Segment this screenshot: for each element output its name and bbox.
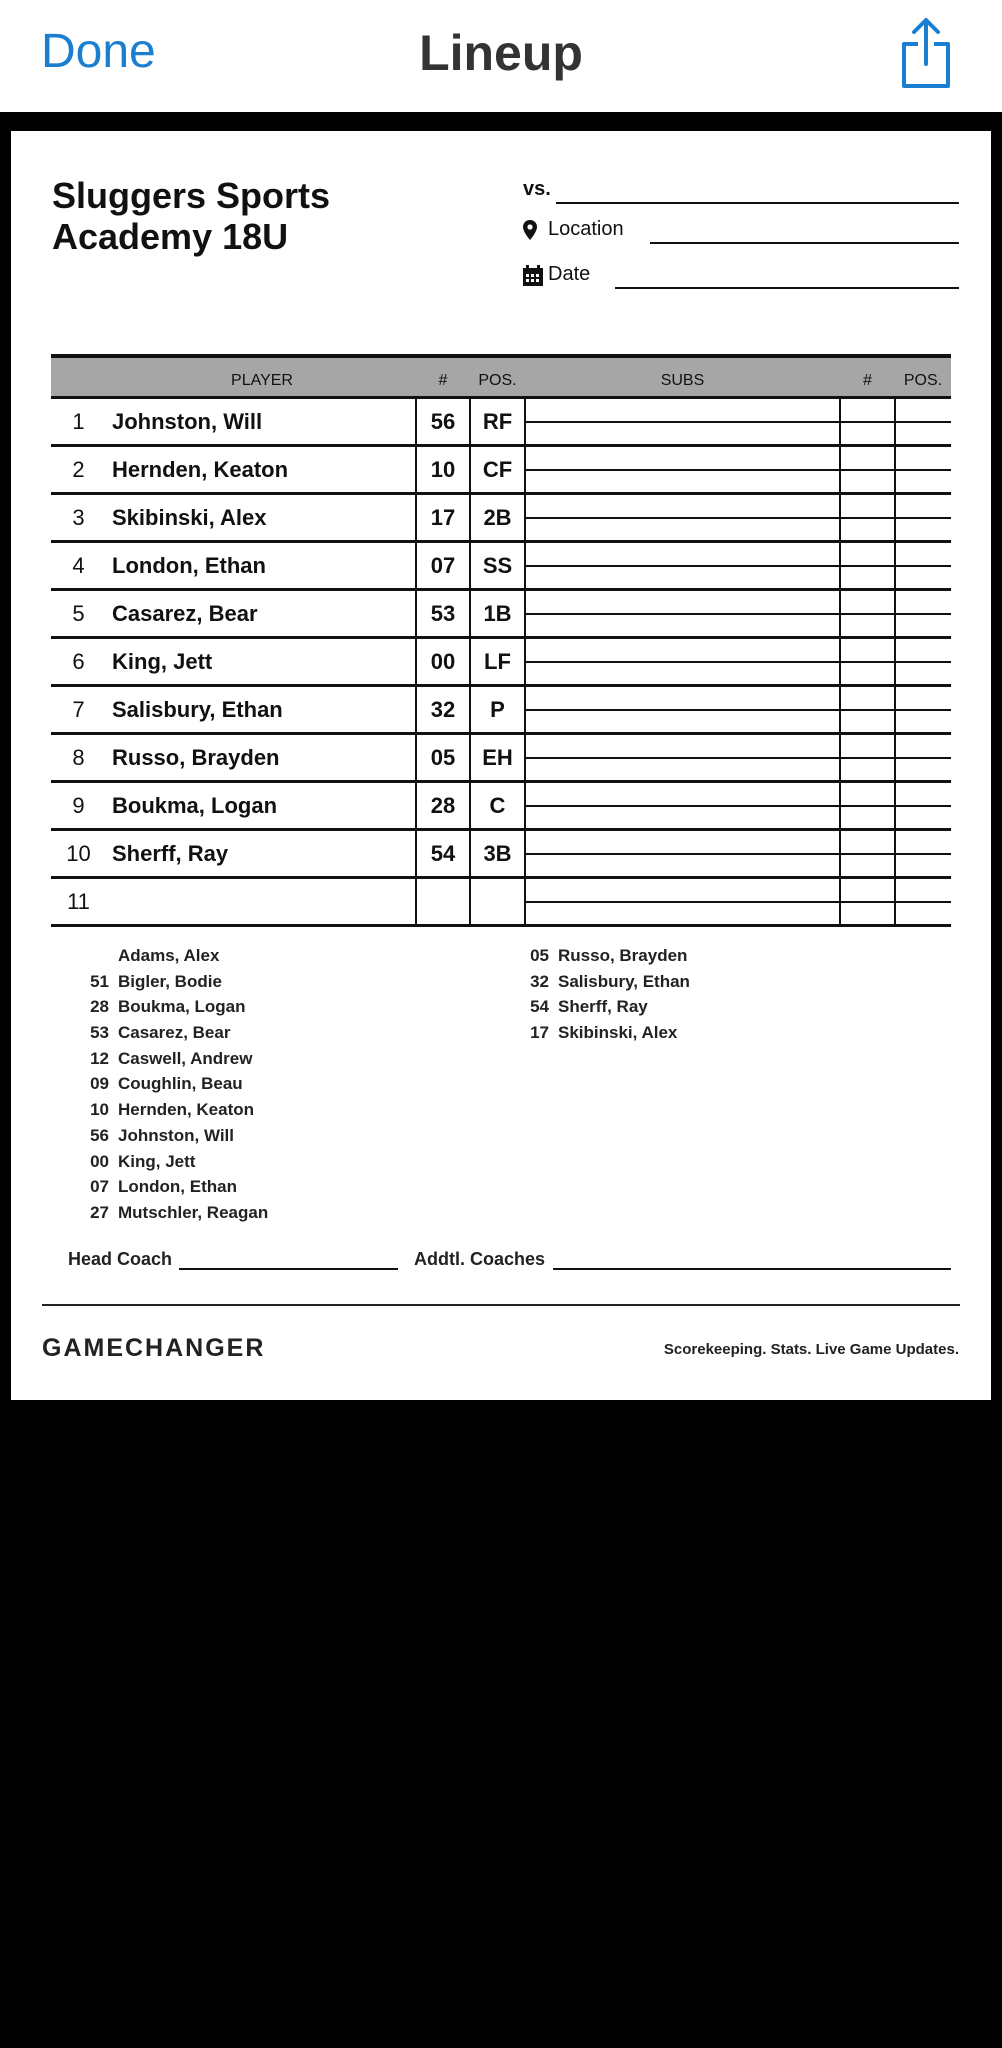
player-number: 05 [430, 745, 456, 770]
sub-line [525, 901, 951, 903]
date-line [615, 287, 959, 289]
done-button[interactable]: Done [41, 25, 156, 78]
date-field [523, 263, 959, 293]
tagline: Scorekeeping. Stats. Live Game Updates. [663, 1341, 959, 1358]
player-name: Boukma, Logan [112, 793, 278, 818]
roster-item [74, 1174, 268, 1200]
col-divider [415, 831, 417, 876]
vs-line [556, 202, 959, 204]
col-divider [469, 687, 471, 732]
vs-field [523, 178, 959, 208]
roster-name: Boukma, Logan [118, 997, 246, 1017]
col-divider [415, 687, 417, 732]
table-row [51, 831, 951, 879]
col-divider [469, 879, 471, 924]
col-num: # [438, 372, 448, 389]
batting-order: 1 [72, 409, 85, 434]
roster-name: Coughlin, Beau [118, 1074, 243, 1094]
table-row [51, 399, 951, 447]
nav-bar [0, 0, 1002, 112]
player-number [416, 879, 470, 924]
addtl-coaches-line [553, 1268, 951, 1270]
batting-order: 7 [72, 697, 85, 722]
roster-name: Adams, Alex [118, 946, 220, 965]
player-name: Salisbury, Ethan [112, 697, 283, 722]
col-divider [469, 495, 471, 540]
sub-line [525, 757, 951, 759]
roster-number: 07 [90, 1177, 109, 1197]
roster-name: Casarez, Bear [118, 1023, 231, 1043]
col-divider [469, 543, 471, 588]
col-divider [415, 639, 417, 684]
roster-item [74, 1200, 268, 1226]
location-label: Location [548, 218, 624, 240]
table-row [51, 687, 951, 735]
batting-order: 3 [72, 505, 85, 530]
batting-order: 6 [72, 649, 85, 674]
vs-label: vs. [523, 178, 551, 200]
table-row [51, 735, 951, 783]
player-number: 28 [430, 793, 456, 818]
roster-item [74, 1123, 268, 1149]
col-sub-num: # [863, 372, 872, 389]
player-number: 32 [430, 697, 456, 722]
calendar-icon [522, 265, 544, 287]
col-pos: POS. [478, 372, 517, 389]
roster-name: Mutschler, Reagan [118, 1202, 269, 1222]
location-line [650, 242, 959, 244]
roster-item [514, 943, 690, 969]
roster-number: 12 [90, 1048, 109, 1068]
roster-name: Russo, Brayden [558, 946, 688, 965]
share-icon[interactable] [898, 16, 954, 90]
player-name: Johnston, Will [112, 409, 263, 434]
roster-item [74, 969, 268, 995]
table-row [51, 591, 951, 639]
player-position: C [489, 793, 506, 818]
player-position: 1B [483, 601, 512, 626]
footer-divider [42, 1304, 960, 1306]
col-divider [469, 735, 471, 780]
sub-line [525, 805, 951, 807]
roster-number: 28 [90, 997, 109, 1017]
roster-number: 09 [90, 1074, 109, 1094]
col-divider [469, 447, 471, 492]
roster-item [74, 943, 268, 969]
player-number: 56 [430, 409, 456, 434]
roster-number: 51 [90, 971, 109, 991]
player-number: 10 [430, 457, 456, 482]
addtl-coaches-label: Addtl. Coaches [414, 1249, 546, 1269]
head-coach-label: Head Coach [68, 1249, 173, 1269]
roster-item [514, 1020, 690, 1046]
roster-item [74, 1020, 268, 1046]
player-position: SS [482, 553, 513, 578]
head-coach-line [179, 1268, 398, 1270]
roster-number: 54 [530, 997, 549, 1017]
player-name: London, Ethan [112, 553, 266, 578]
player-name: Russo, Brayden [112, 745, 280, 770]
batting-order: 5 [72, 601, 85, 626]
player-name: Sherff, Ray [112, 841, 229, 866]
sub-line [525, 709, 951, 711]
player-position: 3B [483, 841, 512, 866]
roster-item [74, 994, 268, 1020]
roster-name: London, Ethan [118, 1177, 237, 1197]
roster-name: Hernden, Keaton [118, 1100, 255, 1120]
player-position [470, 879, 525, 924]
col-divider [415, 447, 417, 492]
col-divider [469, 783, 471, 828]
roster-right [514, 943, 690, 1046]
batting-order: 2 [72, 457, 85, 482]
player-position: LF [484, 649, 511, 674]
table-row [51, 543, 951, 591]
sub-line [525, 853, 951, 855]
roster-item [74, 1149, 268, 1175]
player-name [112, 879, 412, 924]
player-name: Casarez, Bear [112, 601, 258, 626]
col-divider [469, 591, 471, 636]
roster-number: 56 [90, 1125, 109, 1145]
date-label: Date [548, 263, 591, 285]
roster-left [74, 943, 268, 1226]
roster-number: 17 [530, 1023, 549, 1043]
roster-number: 32 [530, 971, 549, 991]
roster-number: 00 [90, 1151, 109, 1171]
col-divider [415, 543, 417, 588]
col-player: PLAYER [231, 372, 293, 389]
batting-order: 11 [67, 889, 90, 914]
col-subs: SUBS [660, 372, 705, 389]
col-sub-pos: POS. [903, 372, 943, 389]
sub-line [525, 421, 951, 423]
player-number: 17 [430, 505, 456, 530]
col-divider [415, 735, 417, 780]
player-position: EH [482, 745, 513, 770]
table-row [51, 639, 951, 687]
roster-number: 05 [530, 946, 549, 965]
roster-number: 10 [90, 1100, 109, 1120]
roster-item [74, 1046, 268, 1072]
table-header [51, 354, 951, 399]
batting-order: 8 [72, 745, 85, 770]
sub-line [525, 565, 951, 567]
col-divider [469, 639, 471, 684]
batting-order: 9 [72, 793, 85, 818]
player-position: 2B [483, 505, 512, 530]
lineup-sheet [11, 131, 991, 1400]
player-position: CF [482, 457, 513, 482]
sub-line [525, 613, 951, 615]
col-divider [415, 591, 417, 636]
player-name: Skibinski, Alex [112, 505, 267, 530]
roster-name: Bigler, Bodie [118, 971, 222, 991]
team-name: Sluggers Sports Academy 18U [52, 175, 331, 257]
roster-name: Sherff, Ray [558, 997, 648, 1017]
player-number: 54 [430, 841, 456, 866]
roster-name: Caswell, Andrew [118, 1048, 253, 1068]
roster-number: 53 [90, 1023, 109, 1043]
roster-name: Johnston, Will [118, 1125, 235, 1145]
table-row [51, 495, 951, 543]
player-number: 00 [430, 649, 456, 674]
player-number: 07 [430, 553, 456, 578]
roster-name: Salisbury, Ethan [558, 971, 690, 991]
table-row [51, 783, 951, 831]
sub-line [525, 661, 951, 663]
col-divider [415, 783, 417, 828]
page-title: Lineup [419, 25, 583, 81]
col-divider [415, 399, 417, 444]
col-divider [469, 399, 471, 444]
col-divider [415, 495, 417, 540]
sub-line [525, 517, 951, 519]
roster-name: Skibinski, Alex [558, 1023, 678, 1043]
batting-order: 4 [72, 553, 85, 578]
player-name: King, Jett [112, 649, 213, 674]
roster-number: 27 [90, 1202, 109, 1222]
location-pin-icon [523, 220, 537, 240]
roster-item [514, 969, 690, 995]
player-name: Hernden, Keaton [112, 457, 289, 482]
roster-item [514, 994, 690, 1020]
col-divider [469, 831, 471, 876]
col-divider [415, 879, 417, 924]
table-row [51, 447, 951, 495]
gamechanger-logo: GAMECHANGER [42, 1334, 266, 1362]
roster-item [74, 1097, 268, 1123]
batting-order: 10 [66, 841, 91, 866]
player-position: RF [482, 409, 513, 434]
roster-name: King, Jett [118, 1151, 196, 1171]
sub-line [525, 469, 951, 471]
table-row [51, 879, 951, 927]
player-number: 53 [430, 601, 456, 626]
roster-item [74, 1071, 268, 1097]
player-position: P [490, 697, 505, 722]
location-field [523, 218, 959, 248]
